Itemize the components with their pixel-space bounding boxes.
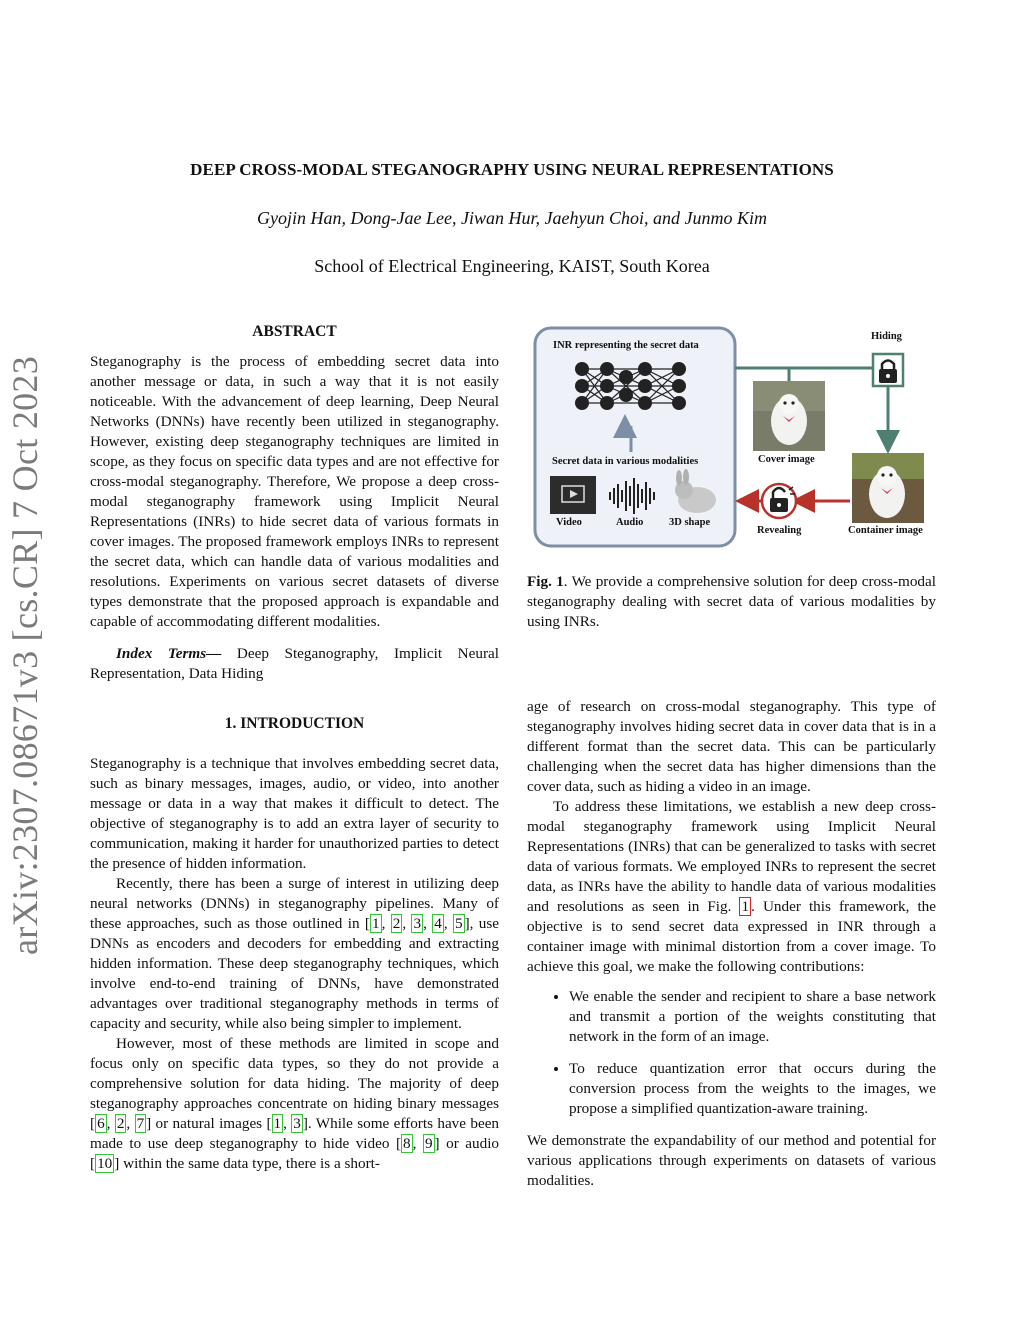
right-paragraph-2	[527, 797, 936, 977]
affiliation: School of Electrical Engineering, KAIST, South Korea	[314, 256, 710, 276]
contributions-list	[527, 987, 936, 1119]
text-span: Recently, there has been a surge of interest in utilizing deep neural networks (DNNs) in steganography pipelines. Many of these approaches, such as those outlined in [	[90, 875, 499, 932]
abstract-text: Steganography is the process of embedding secret data into another message or data, in such a way that it is not easily noticeable. With the advancement of deep learning, Deep Neural Networks (DNNs) have recently been utilized in steganography. However, existing deep steganography techniques are limited in scope, as they focus on specific data types and are not effective for cross-modal steganography. Therefore, We propose a deep cross-modal steganography framework using Implicit Neural Representations (INRs) to hide secret data of various formats in cover images. The proposed framework employs INRs to represent the secret data, which can handle data of various modalities and resolutions. Experiments on various secret datasets of diverse types demonstrate that the proposed approach is expandable and capable of accommodating different modalities.	[90, 353, 499, 630]
citation-link[interactable]: 3	[413, 915, 422, 932]
citation-link[interactable]: 4	[434, 915, 442, 932]
list-item: • We enable the sender and recipient to share a base network and transmit a portion of the weights constituting that network in the form of an image.	[569, 987, 936, 1047]
citation-link[interactable]: 3	[293, 1115, 301, 1132]
figure-diagram	[527, 326, 937, 556]
right-paragraph-1: age of research on cross-modal steganography. This type of steganography involves hiding secret data in cover data that is in a different format than the secret data. This can be particularly challenging when the secret data has higher dimensions than the cover data, such as hiding a video in an image.	[527, 698, 936, 795]
caption-text: . We provide a comprehensive solution for deep cross-modal steganography dealing with secret data of various modalities by using INRs.	[527, 573, 936, 630]
cover-image-label: Cover image	[758, 454, 815, 465]
text-span: ] within the same data type, there is a short-	[114, 1155, 380, 1172]
secret-data-label: Secret data in various modalities	[552, 456, 699, 467]
neural-network-icon	[575, 362, 686, 410]
left-column	[90, 322, 499, 1174]
right-paragraph-3: We demonstrate the expandability of our method and potential for various applications through experiments on datasets of various modalities.	[527, 1132, 936, 1189]
list-item: • To reduce quantization error that occurs during the conversion process from the weights to the images, we propose a simplified quantization-aware training.	[569, 1059, 936, 1119]
video-label: Video	[556, 517, 582, 528]
inr-label: INR representing the secret data	[553, 340, 699, 351]
citation-link[interactable]: 5	[454, 915, 463, 932]
revealing-label: Revealing	[757, 525, 802, 536]
text-span: To address these limitations, we establish a new deep cross-modal steganography framework using Implicit Neural Representations (INRs) that can be generalized to tasks with secret data of various formats. We employed INRs to represent the secret data, as INRs have the ability to handle data of various modalities and resolutions as seen in Fig.	[527, 798, 936, 915]
container-image-label: Container image	[848, 525, 923, 536]
citation-link[interactable]: 2	[392, 915, 401, 932]
index-terms	[90, 644, 499, 684]
text-span: . Under this framework, the objective is to send secret data expressed in INR through a container image with minimal distortion from a cover image. To achieve this goal, we make the following contributions:	[527, 898, 937, 975]
text-span: However, most of these methods are limited in scope and focus only on specific data types, so they do not provide a comprehensive solution for data hiding. The majority of deep steganography approaches concentrate on hiding binary messages [	[90, 1035, 499, 1132]
author-list: Gyojin Han, Dong-Jae Lee, Jiwan Hur, Jaehyun Choi, and Junmo Kim	[257, 208, 767, 228]
citation-link[interactable]: 2	[116, 1115, 125, 1132]
citation-link[interactable]: 1	[273, 1115, 282, 1132]
text-span: ] or natural images [	[146, 1115, 272, 1132]
text-span: ], use DNNs as encoders and decoders for embedding and extracting hidden information. These deep steganography techniques, which involve end-to-end training of DNNs, have demonstrated advantages over traditional steganography methods in terms of capacity and security, while also being simpler to implement.	[90, 915, 500, 1032]
audio-label: Audio	[616, 517, 644, 528]
citation-link[interactable]: 1	[371, 915, 380, 932]
index-terms-label: Index Terms—	[116, 645, 222, 662]
figure-caption	[527, 572, 936, 632]
intro-paragraph-1: Steganography is a technique that involves embedding secret data, such as binary messages, images, audio, or video, into another message or data in a way that makes it difficult to detect. The objective of steganography is to add an extra layer of security to communication, making it harder for unauthorized parties to detect the presence of hidden information.	[90, 755, 499, 872]
cover-image	[753, 381, 825, 451]
intro-paragraph-2: Recently, there has been a surge of interest in utilizing deep neural networks (DNNs) in steganography pipelines. Many of these approaches, such as those outlined in [ 1 , 2 , 3 , 4 , 5 ], use DNNs as encoders and decoders for embedding and extracting hidden information. These deep steganography techniques, which involve end-to-end training of DNNs, have demonstrated advantages over traditional steganography methods in terms of capacity and security, while also being simpler to implement.	[90, 875, 500, 1032]
citation-link[interactable]: 6	[97, 1115, 105, 1132]
shape-label: 3D shape	[669, 517, 711, 528]
abstract-heading: ABSTRACT	[252, 323, 337, 340]
index-terms-text: Deep Steganography, Implicit Neural Representation, Data Hiding	[90, 645, 499, 682]
paper-title: DEEP CROSS-MODAL STEGANOGRAPHY USING NEURAL REPRESENTATIONS	[190, 160, 834, 179]
text-span: ] or audio [	[90, 1135, 500, 1172]
citation-link[interactable]: 8	[403, 1135, 411, 1152]
container-image	[852, 453, 924, 523]
right-column	[527, 697, 936, 1191]
text-span: ]. While some efforts have been made to use deep steganography to hide video [	[90, 1115, 500, 1152]
figure-1	[527, 326, 937, 556]
intro-paragraph-3: However, most of these methods are limited in scope and focus only on specific data types, so they do not provide a comprehensive solution for data hiding. The majority of deep steganography approaches concentrate on hiding binary messages [ 6 , 2 , 7 ] or natural images [ 1 , 3 ]. While some efforts have been made to use deep steganography to hide video [ 8 , 9 ] or audio [ 10 ] within the same data type, there is a short-	[90, 1035, 500, 1172]
figure-link[interactable]: 1	[741, 898, 750, 915]
arxiv-identifier: arXiv:2307.08671v3 [cs.CR] 7 Oct 2023	[5, 355, 45, 955]
caption-label: Fig. 1	[527, 573, 564, 590]
citation-link[interactable]: 7	[136, 1115, 145, 1132]
citation-link[interactable]: 9	[424, 1135, 433, 1152]
hiding-label: Hiding	[871, 331, 902, 342]
intro-heading: 1. INTRODUCTION	[224, 715, 365, 732]
citation-link[interactable]: 10	[97, 1155, 113, 1172]
